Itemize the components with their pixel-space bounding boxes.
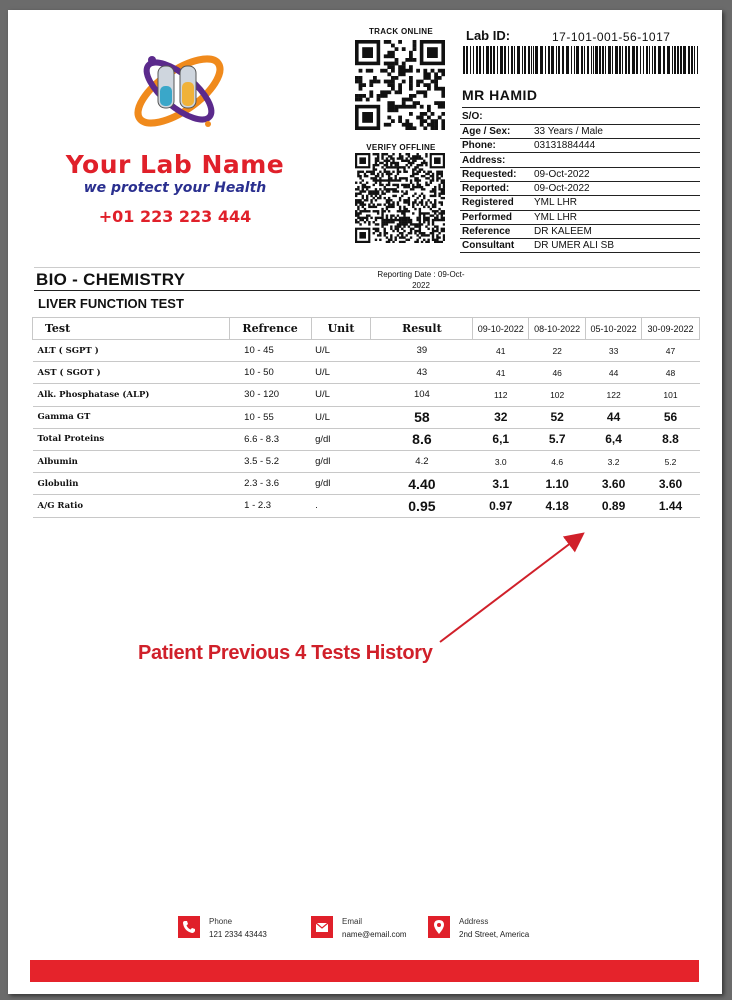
info-value: DR UMER ALI SB — [532, 239, 700, 253]
history-value: 47 — [642, 340, 700, 362]
history-value: 1.44 — [642, 495, 700, 517]
col-header-history-date: 09-10-2022 — [473, 318, 529, 340]
history-value: 22 — [529, 340, 586, 362]
section-title: BIO - CHEMISTRY — [36, 270, 186, 289]
col-header-reference: Refrence — [229, 318, 311, 340]
info-label: Phone: — [460, 139, 532, 153]
history-value: 3.1 — [473, 473, 529, 495]
reference-range: 10 - 50 — [229, 362, 311, 384]
history-value: 41 — [473, 362, 529, 384]
unit: U/L — [311, 362, 371, 384]
result-value: 58 — [371, 406, 473, 428]
info-label: Consultant — [460, 239, 532, 253]
reference-range: 3.5 - 5.2 — [229, 450, 311, 472]
col-header-history-date: 08-10-2022 — [529, 318, 586, 340]
info-label: S/O: — [460, 110, 532, 124]
test-name: Albumin — [33, 450, 230, 472]
result-value: 39 — [371, 340, 473, 362]
info-label: Registered — [460, 196, 532, 210]
history-value: 3.60 — [586, 473, 642, 495]
lab-id-label: Lab ID: — [466, 28, 511, 43]
unit: U/L — [311, 340, 371, 362]
history-value: 32 — [473, 406, 529, 428]
history-value: 44 — [586, 362, 642, 384]
annotation-arrow-icon — [8, 10, 722, 710]
reference-range: 10 - 55 — [229, 406, 311, 428]
result-value: 0.95 — [371, 495, 473, 517]
test-title: LIVER FUNCTION TEST — [38, 296, 184, 311]
unit: g/dl — [311, 450, 371, 472]
info-label: Address: — [460, 153, 532, 167]
test-name: Globulin — [33, 473, 230, 495]
track-online-label: TRACK ONLINE — [368, 27, 434, 36]
history-value: 122 — [586, 384, 642, 406]
history-value: 3.60 — [642, 473, 700, 495]
col-header-history-date: 30-09-2022 — [642, 318, 700, 340]
unit: g/dl — [311, 473, 371, 495]
history-value: 52 — [529, 406, 586, 428]
phone-icon — [178, 916, 200, 938]
unit: . — [311, 495, 371, 517]
lab-tagline: we protect your Health — [83, 180, 267, 196]
history-value: 4.6 — [529, 450, 586, 472]
history-value: 4.18 — [529, 495, 586, 517]
history-value: 112 — [473, 384, 529, 406]
patient-name: MR HAMID — [462, 87, 700, 108]
col-header-history-date: 05-10-2022 — [586, 318, 642, 340]
col-header-unit: Unit — [311, 318, 371, 340]
history-value: 41 — [473, 340, 529, 362]
history-value: 102 — [529, 384, 586, 406]
reference-range: 1 - 2.3 — [229, 495, 311, 517]
test-name: A/G Ratio — [33, 495, 230, 517]
result-value: 8.6 — [371, 428, 473, 450]
info-value: 09-Oct-2022 — [532, 167, 700, 181]
lab-id-value: 17-101-001-56-1017 — [552, 30, 671, 44]
test-name: ALT ( SGPT ) — [33, 340, 230, 362]
info-label: Age / Sex: — [460, 124, 532, 138]
history-value: 3.2 — [586, 450, 642, 472]
test-name: Gamma GT — [33, 406, 230, 428]
unit: g/dl — [311, 428, 371, 450]
result-value: 4.40 — [371, 473, 473, 495]
info-label: Performed — [460, 210, 532, 224]
info-label: Reference — [460, 224, 532, 238]
unit: U/L — [311, 406, 371, 428]
history-value: 5.7 — [529, 428, 586, 450]
history-value: 48 — [642, 362, 700, 384]
info-value: DR KALEEM — [532, 224, 700, 238]
history-value: 1.10 — [529, 473, 586, 495]
history-value: 33 — [586, 340, 642, 362]
history-annotation: Patient Previous 4 Tests History — [138, 642, 433, 664]
history-value: 6,1 — [473, 428, 529, 450]
result-value: 104 — [371, 384, 473, 406]
col-header-result: Result — [371, 318, 473, 340]
reporting-date: Reporting Date : 09-Oct- 2022 — [377, 270, 465, 290]
reference-range: 2.3 - 3.6 — [229, 473, 311, 495]
info-value: 33 Years / Male — [532, 124, 700, 138]
history-value: 3.0 — [473, 450, 529, 472]
result-value: 4.2 — [371, 450, 473, 472]
reference-range: 6.6 - 8.3 — [229, 428, 311, 450]
history-value: 0.97 — [473, 495, 529, 517]
lab-phone: +01 223 223 444 — [98, 207, 252, 226]
col-header-test: Test — [33, 318, 230, 340]
info-value: 09-Oct-2022 — [532, 181, 700, 195]
test-name: Total Proteins — [33, 428, 230, 450]
info-value: 03131884444 — [532, 139, 700, 153]
history-value: 5.2 — [642, 450, 700, 472]
history-value: 6,4 — [586, 428, 642, 450]
reference-range: 30 - 120 — [229, 384, 311, 406]
result-value: 43 — [371, 362, 473, 384]
info-value: YML LHR — [532, 210, 700, 224]
history-value: 46 — [529, 362, 586, 384]
lab-report-page: Your Lab Name we protect your Health +01 223 223 444 TRACK ONLINE VERIFY OFFLINE Lab ID: 17-101-001-56-1017 MR HAMID S/O: Age / Sex: 33 Years / Male Phone: 03131884444 Address: Requested: 09-Oct-2022 Reported: 09-Oct-2022 Registered YML LHR Performed YML LHR Reference DR KALEEM Consultant DR UMER ALI SB BIO - CHEMISTRY Reporting Date : 09-Oct- 2022 LIVER FUNCTION TEST Test Refrence Unit Result 09-10-2022 08-10-2022 05-10-2022 30-09-2022 ALT ( SGPT ) 10 - 45 U/L 39 41 22 33 47 AST ( SGOT ) 10 - 50 U/L 43 41 46 44 48 Alk. Phosphatase (ALP) 30 - 120 U/L 104 112 102 122 101 Gamma GT 10 - 55 U/L 58 32 52 44 56 Total Proteins 6.6 - 8.3 g/dl 8.6 6,1 5.7 6,4 8.8 Albumin 3.5 - 5.2 g/dl 4.2 3.0 4.6 3.2 5.2 Globulin 2.3 - 3.6 g/dl 4.40 3.1 1.10 3.60 3.60 A/G Ratio 1 - 2.3 . 0.95 0.97 4.18 0.89 1.44 Patient Previous 4 Tests History Phone 121 2334 43443 Email name@email.com Address 2nd Street, America — [8, 10, 722, 994]
info-label: Requested: — [460, 167, 532, 181]
verify-offline-label: VERIFY OFFLINE — [366, 143, 436, 152]
reference-range: 10 - 45 — [229, 340, 311, 362]
email-icon — [311, 916, 333, 938]
history-value: 44 — [586, 406, 642, 428]
info-value: YML LHR — [532, 196, 700, 210]
test-name: Alk. Phosphatase (ALP) — [33, 384, 230, 406]
unit: U/L — [311, 384, 371, 406]
info-label: Reported: — [460, 181, 532, 195]
lab-name: Your Lab Name — [65, 150, 285, 179]
test-name: AST ( SGOT ) — [33, 362, 230, 384]
history-value: 101 — [642, 384, 700, 406]
history-value: 8.8 — [642, 428, 700, 450]
history-value: 56 — [642, 406, 700, 428]
footer-bar — [30, 960, 699, 982]
location-pin-icon — [428, 916, 450, 938]
history-value: 0.89 — [586, 495, 642, 517]
